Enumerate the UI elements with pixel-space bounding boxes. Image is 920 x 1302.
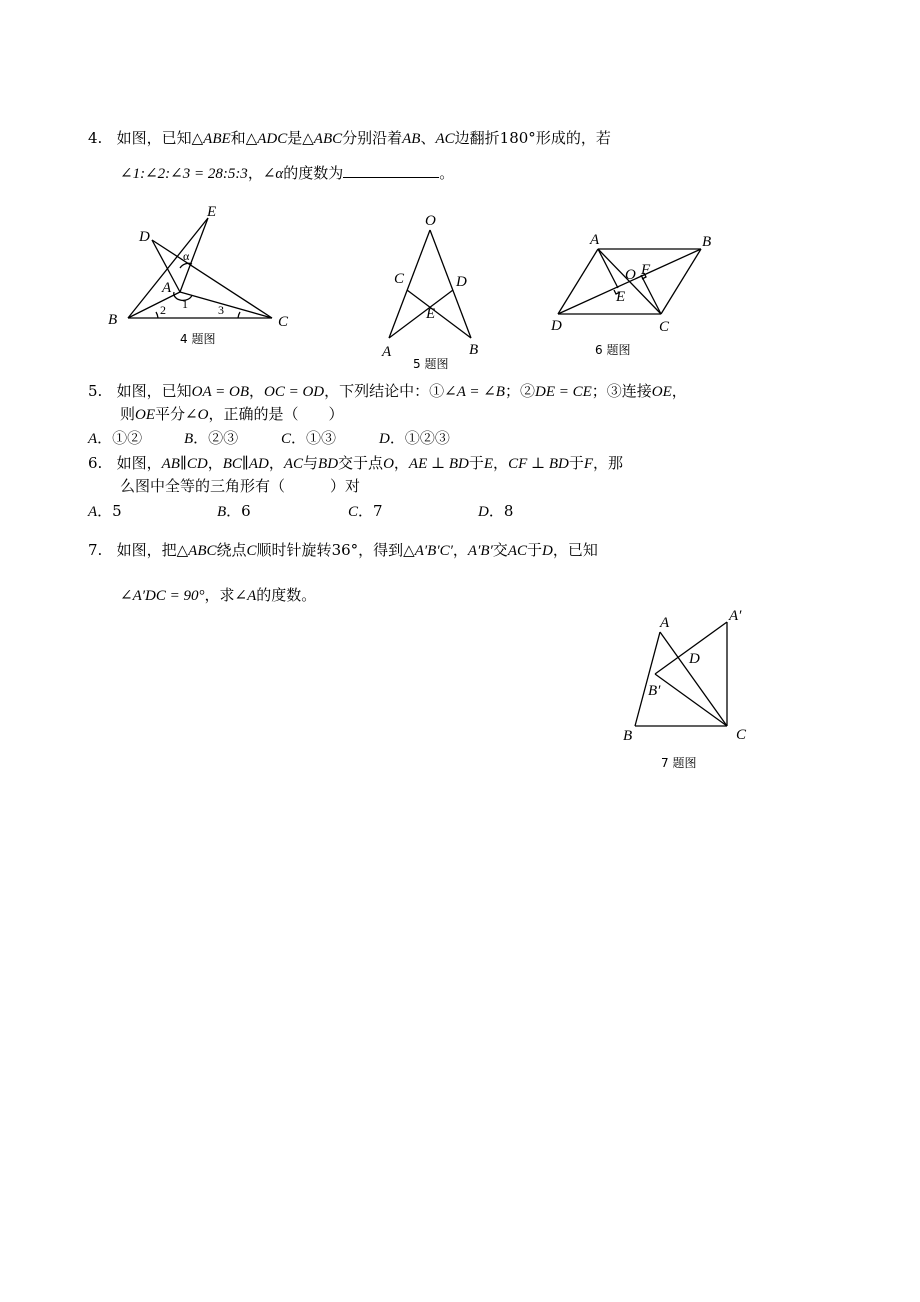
fig7-caption: 7 题图 [661, 756, 697, 770]
q6-math: BC∥AD [222, 456, 269, 472]
q7-text: 的度数。 [256, 586, 317, 604]
figure-4 [100, 200, 300, 335]
q7-math: AC [507, 543, 527, 559]
q4-number: 4. [88, 129, 103, 147]
fig4-label: 3 [218, 303, 224, 317]
q6-option-d[interactable]: D．8 [478, 502, 514, 520]
fig7-edge [635, 632, 660, 726]
q5-text: ， [248, 382, 264, 400]
q7-text: ，得到 [358, 541, 404, 559]
fig4-edge [128, 292, 180, 318]
fig4-label: B [108, 312, 118, 328]
q5-math: DE = CE [534, 384, 592, 400]
q7-math: A′B′ [467, 543, 493, 559]
q4-line1 [88, 128, 611, 149]
q5-text: ，正确的是（ ） [208, 405, 344, 423]
fig4-label: α [183, 249, 190, 263]
q6-text: ， [493, 454, 509, 472]
q4-math: △ADC [245, 131, 288, 147]
fig6-label: C [659, 319, 670, 335]
fig4-label: A [162, 280, 172, 296]
q5-text: ，下列结论中：① [324, 382, 445, 400]
q5-text: 如图，已知 [116, 382, 192, 400]
q5-options [88, 428, 488, 448]
q4-math: △ABE [191, 131, 231, 147]
q6-math: O [383, 456, 394, 472]
q7-math: C [246, 543, 257, 559]
q4-text: 形成的，若 [535, 129, 611, 147]
q7-line1 [88, 540, 598, 561]
fig6-label: B [702, 234, 712, 250]
q4-text: 。 [439, 164, 455, 182]
q7-text: ，求 [204, 586, 235, 604]
q5-text: ， [671, 382, 687, 400]
fig4-angle-arc [156, 312, 158, 318]
q6-text: 如图， [116, 454, 162, 472]
q6-line2 [120, 476, 360, 496]
fig7-label: B′ [648, 683, 661, 699]
fig5-label: B [469, 342, 479, 358]
q4-text: 边翻折 [454, 129, 500, 147]
q5-text: 平分 [155, 405, 186, 423]
figure-6 [545, 225, 725, 340]
fig4-caption: 4 题图 [180, 332, 216, 346]
q6-option-b[interactable]: B．6 [217, 502, 251, 520]
q5-text: ；② [504, 382, 535, 400]
q7-math: 36° [331, 541, 359, 559]
q7-text: 绕点 [216, 541, 247, 559]
fig6-label: A [590, 232, 600, 248]
q4-ratio: ∠1:∠2:∠3 = 28:5:3 [120, 166, 248, 182]
answer-blank[interactable] [343, 163, 439, 178]
fig4-edge [152, 240, 272, 318]
q7-text: 交 [492, 541, 508, 559]
q7-math: △A′B′C′ [403, 543, 453, 559]
q6-option-c[interactable]: C．7 [348, 502, 383, 520]
q7-math: △ABC [176, 543, 217, 559]
fig7-label: B [623, 728, 633, 744]
q6-options [88, 501, 548, 521]
figure-5 [375, 205, 495, 360]
fig6-label: O [625, 267, 636, 283]
q6-line1 [88, 453, 623, 474]
q4-math: AC [435, 131, 455, 147]
fig6-perp-cf [641, 275, 661, 314]
q5-option-d[interactable]: D．①②③ [379, 429, 450, 447]
q7-text: ，已知 [552, 541, 598, 559]
q6-math: AE ⊥ BD [408, 456, 469, 472]
fig5-label: A [382, 344, 392, 360]
fig6-caption: 6 题图 [595, 343, 631, 357]
q7-math: ∠A′DC = 90° [120, 588, 205, 604]
q5-number: 5. [88, 382, 103, 400]
fig7-label: A [660, 615, 670, 631]
q6-number: 6. [88, 454, 103, 472]
q4-text: 的度数为 [283, 164, 344, 182]
q6-text: 于 [568, 454, 584, 472]
q4-text: 和 [230, 129, 246, 147]
fig4-label: C [278, 314, 289, 330]
fig6-label: D [551, 318, 562, 334]
q7-math: ∠A [234, 588, 257, 604]
q6-text: ， [207, 454, 223, 472]
q4-math: 180° [499, 129, 536, 147]
q5-line1 [88, 381, 687, 402]
q5-text: 则 [120, 405, 136, 423]
fig4-angle-arc [238, 312, 240, 318]
fig5-label: O [425, 213, 436, 229]
q5-option-c[interactable]: C．①③ [281, 429, 337, 447]
fig4-label: D [139, 229, 150, 245]
q6-math: F [583, 456, 594, 472]
q4-text: 分别沿着 [342, 129, 403, 147]
q5-math: OA = OB [191, 384, 249, 400]
q4-math: △ABC [302, 131, 343, 147]
q5-line2 [120, 404, 343, 425]
q7-text: 于 [526, 541, 542, 559]
q7-text: 如图，把 [116, 541, 177, 559]
q6-text: 么图中全等的三角形有（ ）对 [120, 477, 361, 495]
q7-number: 7. [88, 541, 103, 559]
q5-option-a[interactable]: A．①② [88, 429, 143, 447]
q6-math: BD [318, 456, 339, 472]
q5-math: OE [135, 407, 156, 423]
q6-math: E [483, 456, 494, 472]
fig6-label: F [641, 262, 651, 278]
q4-text: ， [247, 164, 263, 182]
q7-line2 [120, 585, 316, 606]
q5-text: ；③连接 [591, 382, 652, 400]
fig4-label: E [207, 204, 217, 220]
figure-7 [615, 600, 765, 750]
fig4-edge [180, 292, 272, 318]
q6-text: 与 [303, 454, 319, 472]
q7-text: 顺时针旋转 [256, 541, 332, 559]
fig7-edge [655, 674, 727, 726]
q6-math: CF ⊥ BD [508, 456, 569, 472]
fig7-label: A′ [729, 608, 742, 624]
q5-math: OC = OD [264, 384, 325, 400]
q4-line2 [120, 163, 454, 184]
q4-text: 如图，已知 [116, 129, 192, 147]
fig5-label: C [394, 271, 405, 287]
q6-option-a[interactable]: A．5 [88, 502, 122, 520]
q4-math: ∠α [262, 166, 284, 182]
q5-math: OE [651, 384, 672, 400]
q7-math: D [542, 543, 553, 559]
fig5-label: E [426, 306, 436, 322]
q4-text: 是 [287, 129, 303, 147]
q6-text: ，那 [593, 454, 624, 472]
fig4-label: 2 [160, 303, 166, 317]
q6-text: 交于点 [338, 454, 384, 472]
fig7-label: D [689, 651, 700, 667]
q5-math: ∠O [185, 407, 209, 423]
fig7-label: C [736, 727, 747, 743]
q6-text: 于 [468, 454, 484, 472]
q5-math: ∠A = ∠B [444, 384, 505, 400]
fig4-label: 1 [182, 297, 188, 311]
q5-option-b[interactable]: B．②③ [184, 429, 239, 447]
q7-text: ， [452, 541, 468, 559]
q6-math: AC [283, 456, 304, 472]
q6-text: ， [268, 454, 284, 472]
q6-text: ， [393, 454, 409, 472]
q6-math: AB∥CD [161, 456, 208, 472]
q4-text: 、 [420, 129, 436, 147]
fig6-label: E [616, 289, 626, 305]
fig5-caption: 5 题图 [413, 357, 449, 371]
q4-math: AB [402, 131, 421, 147]
fig6-perp-ae [598, 249, 618, 288]
fig5-label: D [456, 274, 467, 290]
